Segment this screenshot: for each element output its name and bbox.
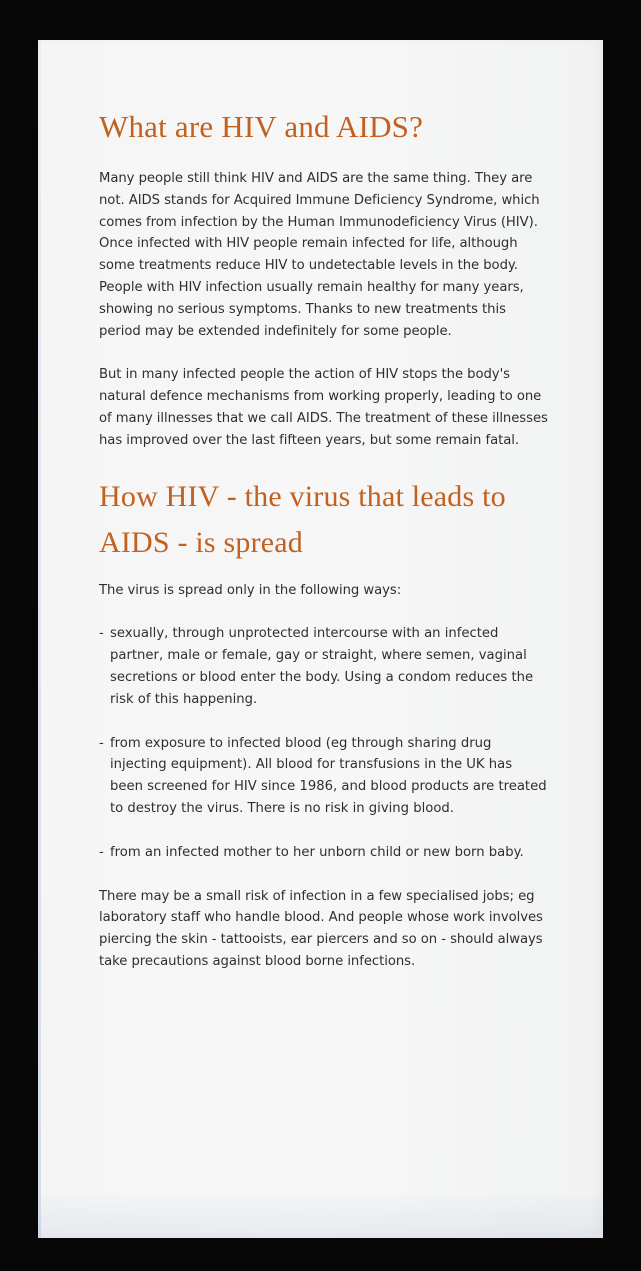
leaflet-page [38,40,603,1238]
bottom-edge-tint [38,1196,603,1238]
page-edge-tint [38,40,41,1238]
section-2-closing: There may be a small risk of infection in a few specialised jobs; eg laboratory staff who handle blood. And people whose work involves piercing the skin - tattooists, ear piercers and so on - should always take precautions against blood borne infections. [99,888,543,969]
list-item [99,623,549,710]
list-marker: - [99,626,104,642]
section-2-intro: The virus is spread only in the following ways: [99,582,402,598]
list-item [99,733,549,820]
section-1-paragraph-2: But in many infected people the action of HIV stops the body's natural defence mechanisms from working properly, leading to one of many illnesses that we call AIDS. The treatment of these illnesses has improved over the last fifteen years, but some remain fatal. [99,367,548,448]
list-item-text: sexually, through unprotected intercourse with an infected partner, male or female, gay or straight, where semen, vaginal secretions or blood enter the body. Using a condom reduces the risk of this happening. [110,626,534,707]
list-item-text: from an infected mother to her unborn child or new born baby. [110,844,524,860]
list-item-text: from exposure to infected blood (eg through sharing drug injecting equipment). All blood for transfusions in the UK has been screened for HIV since 1986, and blood products are treated to destroy the virus. There is no risk in giving blood. [110,735,547,816]
list-marker: - [99,735,104,751]
list-marker: - [99,844,104,860]
section-1-title: What are HIV and AIDS? [99,109,424,144]
list-item [99,842,549,864]
section-2-title: How HIV - the virus that leads to AIDS - is spread [99,479,506,559]
section-1-paragraph-1: Many people still think HIV and AIDS are the same thing. They are not. AIDS stands for Acquired Immune Deficiency Syndrome, which comes from infection by the Human Immunodeficiency Virus (HIV). Once infected with HIV people remain infected for life, although some treatments reduce HIV to undetectable levels in the body. People with HIV infection usually remain healthy for many years, showing no serious symptoms. Thanks to new treatments this period may be extended indefinitely for some people. [99,171,540,339]
leaflet-content [99,102,549,973]
spread-ways-list [99,623,549,863]
